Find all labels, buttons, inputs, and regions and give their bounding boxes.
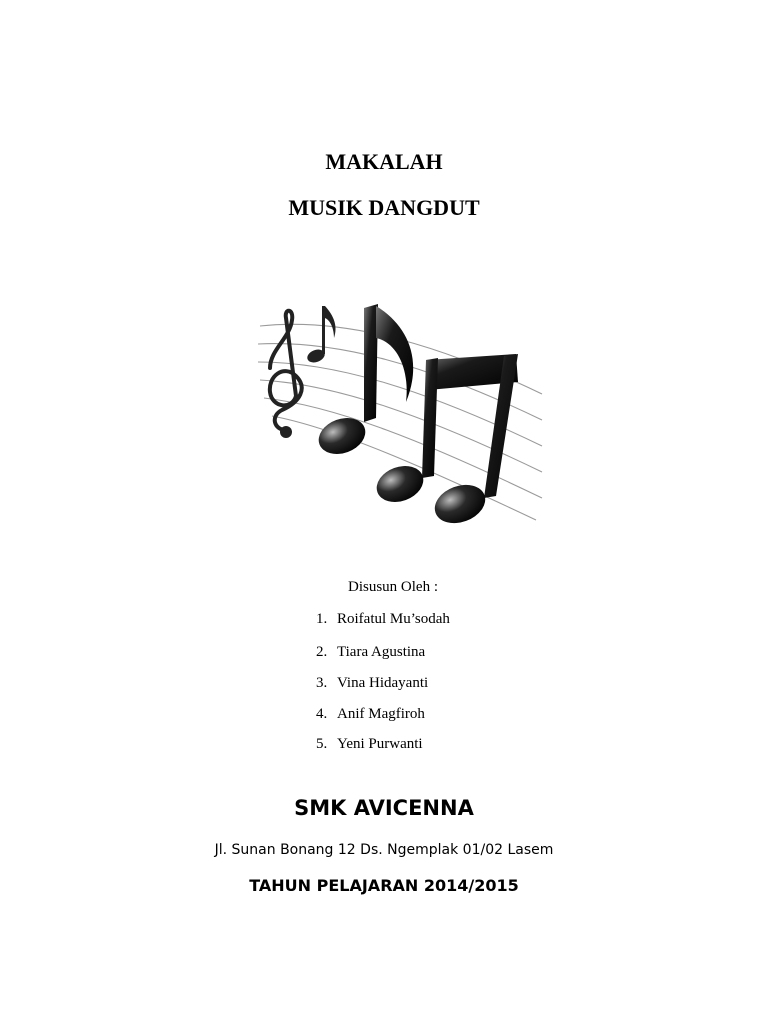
author-number: 2. bbox=[316, 644, 328, 660]
author-name: Roifatul Mu’sodah bbox=[337, 611, 450, 627]
author-name: Vina Hidayanti bbox=[337, 675, 429, 691]
author-number: 5. bbox=[316, 736, 328, 752]
author-name: Anif Magfiroh bbox=[337, 706, 425, 722]
author-number: 4. bbox=[316, 706, 328, 722]
author-name: Yeni Purwanti bbox=[337, 736, 423, 752]
school-name: SMK AVICENNA bbox=[294, 796, 474, 820]
document-subtitle: MUSIK DANGDUT bbox=[288, 195, 480, 220]
author-list-item bbox=[316, 706, 425, 723]
document-title: MAKALAH bbox=[325, 149, 443, 174]
academic-year: TAHUN PELAJARAN 2014/2015 bbox=[249, 876, 519, 895]
author-number: 3. bbox=[316, 675, 328, 691]
author-number: 1. bbox=[316, 611, 328, 627]
music-notes-icon bbox=[256, 298, 546, 530]
author-list-item bbox=[316, 736, 423, 753]
author-name: Tiara Agustina bbox=[337, 644, 426, 660]
author-list-item bbox=[316, 644, 425, 661]
authors-heading: Disusun Oleh : bbox=[348, 579, 438, 595]
author-list-item bbox=[316, 611, 450, 628]
school-address: Jl. Sunan Bonang 12 Ds. Ngemplak 01/02 Lasem bbox=[214, 842, 554, 858]
author-list-item bbox=[316, 675, 428, 692]
